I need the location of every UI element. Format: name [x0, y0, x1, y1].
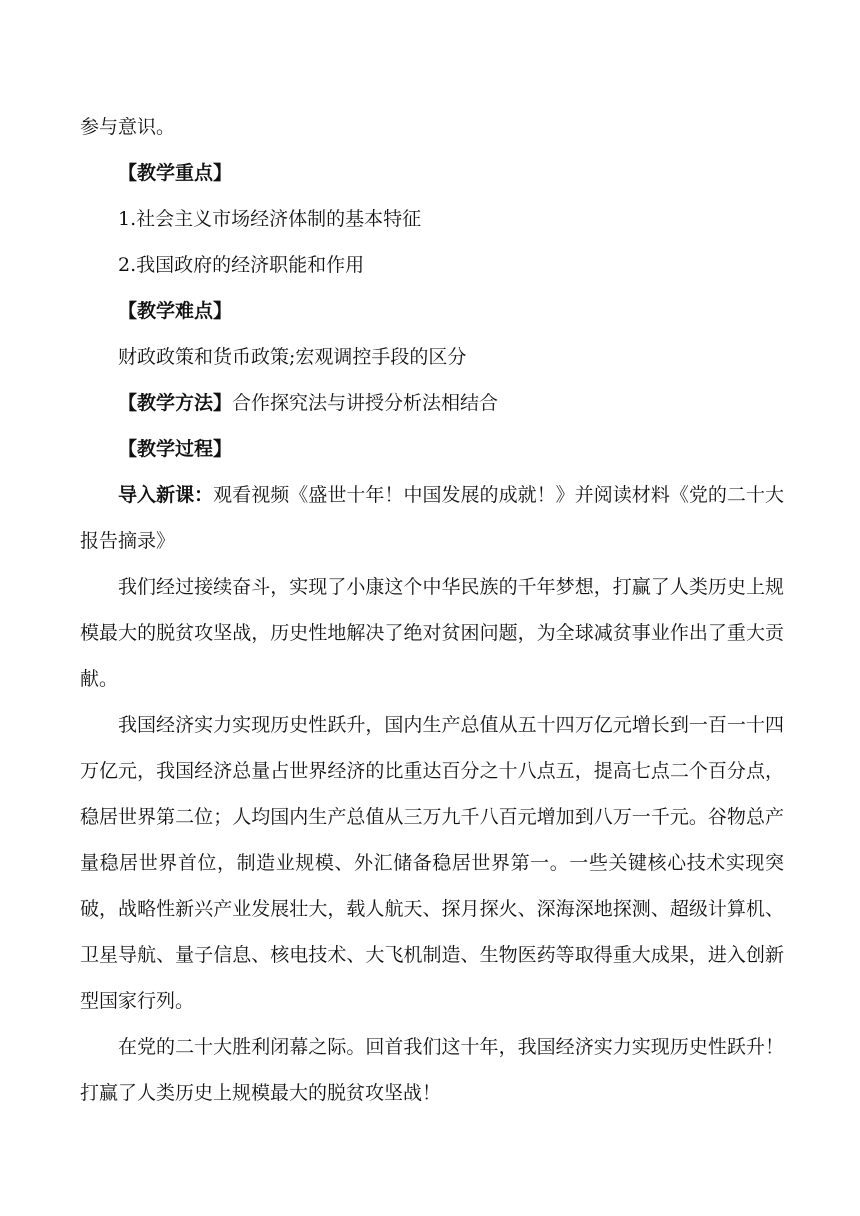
methods-text: 合作探究法与讲授分析法相结合 [232, 392, 499, 414]
lead-in-label: 导入新课： [118, 484, 214, 506]
methods-heading: 【教学方法】 [118, 392, 233, 414]
difficulties-heading: 【教学难点】 [118, 300, 233, 322]
body-paragraph-1: 我们经过接续奋斗，实现了小康这个中华民族的千年梦想，打赢了人类历史上规模最大的脱贫攻坚战，历史性地解决了绝对贫困问题，为全球减贫事业作出了重大贡献。 [80, 576, 784, 690]
lead-in-paragraph [80, 472, 784, 564]
key-points-heading: 【教学重点】 [118, 162, 233, 184]
body-paragraph-3: 在党的二十大胜利闭幕之际。回首我们这十年，我国经济实力实现历史性跃升！打赢了人类历史上规模最大的脱贫攻坚战！ [80, 1036, 784, 1104]
key-point-item: 1.社会主义市场经济体制的基本特征 [118, 208, 422, 230]
document-page [80, 104, 784, 1116]
methods-line [80, 380, 784, 426]
key-point-item: 2.我国政府的经济职能和作用 [118, 254, 365, 276]
difficulties-text: 财政政策和货币政策;宏观调控手段的区分 [118, 346, 467, 368]
body-paragraph-2: 我国经济实力实现历史性跃升，国内生产总值从五十四万亿元增长到一百一十四万亿元，我国经济总量占世界经济的比重达百分之十八点五，提高七点二个百分点，稳居世界第二位；人均国内生产总值从三万九千八百元增加到八万一千元。谷物总产量稳居世界首位，制造业规模、外汇储备稳居世界第一。一些关键核心技术实现突破，战略性新兴产业发展壮大，载人航天、探月探火、深海深地探测、超级计算机、卫星导航、量子信息、核电技术、大飞机制造、生物医药等取得重大成果，进入创新型国家行列。 [80, 714, 784, 1012]
intro-tail-text: 参与意识。 [80, 116, 176, 138]
lead-in-text: 观看视频《盛世十年！中国发展的成就！》并阅读材料《党的二十大报告摘录》 [80, 484, 784, 552]
process-heading: 【教学过程】 [118, 438, 233, 460]
